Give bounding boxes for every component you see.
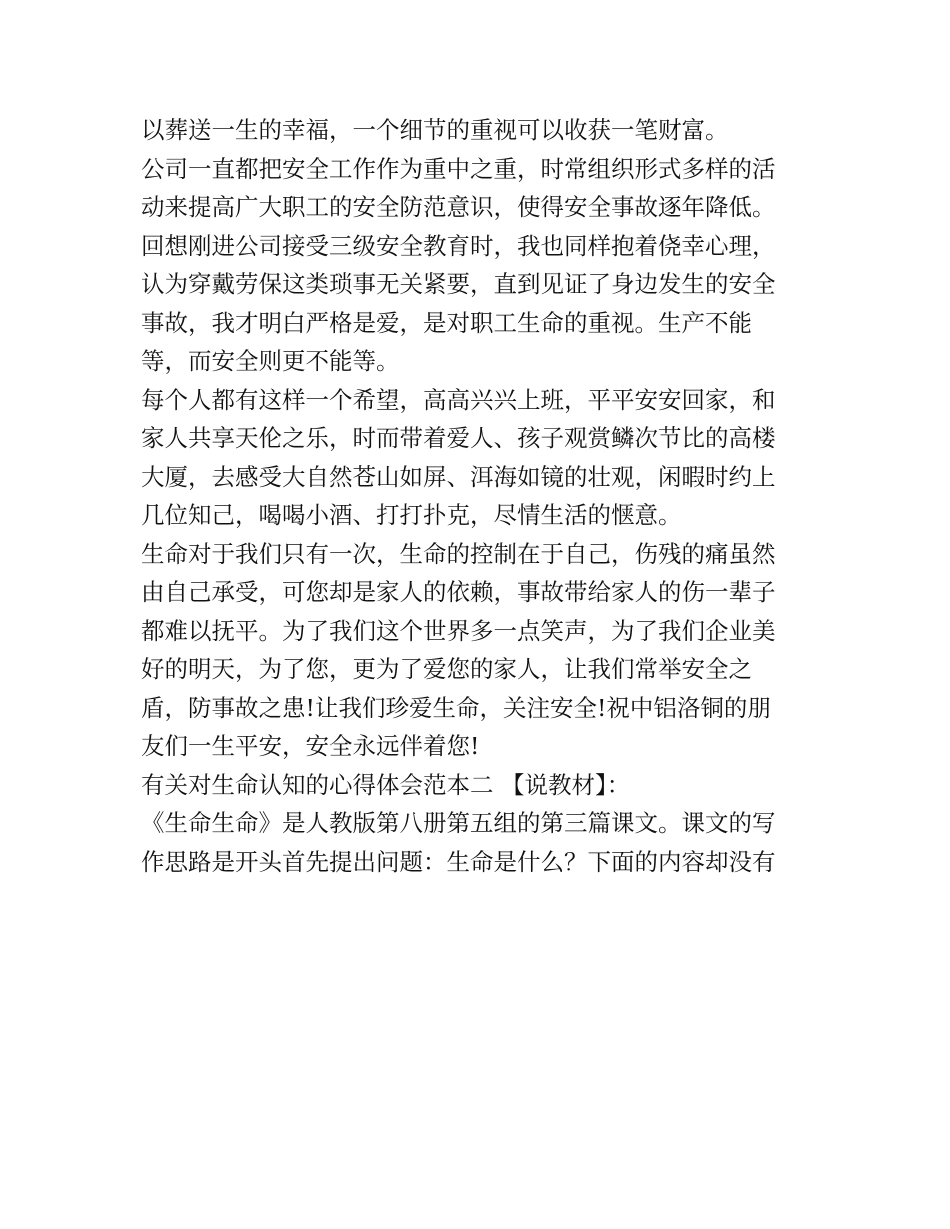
text-line: 生命对于我们只有一次，生命的控制在于自己，伤残的痛虽然: [141, 539, 776, 568]
document-body: [141, 111, 821, 881]
text-line: 家人共享天伦之乐，时而带着爱人、孩子观赏鳞次节比的高楼: [141, 424, 776, 452]
text-line: 几位知己，喝喝小酒、打打扑克，尽情生活的惬意。: [141, 501, 682, 529]
text-line: 由自己承受，可您却是家人的依赖，事故带给家人的伤一辈子: [141, 578, 776, 606]
text-line: 都难以抚平。为了我们这个世界多一点笑声，为了我们企业美: [141, 616, 776, 645]
text-line: 以葬送一生的幸福，一个细节的重视可以收获一笔财富。: [141, 116, 729, 144]
text-line: 《生命生命》是人教版第八册第五组的第三篇课文。课文的写: [141, 809, 776, 837]
text-line: 作思路是开头首先提出问题：生命是什么？下面的内容却没有: [141, 847, 776, 876]
text-line: 公司一直都把安全工作作为重中之重，时常组织形式多样的活: [141, 154, 776, 183]
text-line: 好的明天，为了您，更为了爱您的家人，让我们常举安全之: [141, 655, 752, 683]
text-line: 每个人都有这样一个希望，高高兴兴上班，平平安安回家，和: [141, 385, 776, 414]
text-line: 盾，防事故之患!让我们珍爱生命，关注安全!祝中铝洛铜的朋: [141, 693, 771, 722]
text-line: 友们一生平安，安全永远伴着您!: [141, 732, 480, 760]
text-line: 认为穿戴劳保这类琐事无关紧要，直到见证了身边发生的安全: [141, 270, 776, 298]
text-line: 回想刚进公司接受三级安全教育时，我也同样抱着侥幸心理，: [141, 231, 776, 260]
text-line: 事故，我才明白严格是爱，是对职工生命的重视。生产不能: [141, 308, 752, 337]
section-heading: 有关对生命认知的心得体会范本二 【说教材】：: [141, 770, 631, 799]
text-line: 大厦，去感受大自然苍山如屏、洱海如镜的壮观，闲暇时约上: [141, 462, 776, 491]
text-line: 等，而安全则更不能等。: [141, 347, 400, 375]
text-line: 动来提高广大职工的安全防范意识，使得安全事故逐年降低。: [141, 193, 776, 221]
